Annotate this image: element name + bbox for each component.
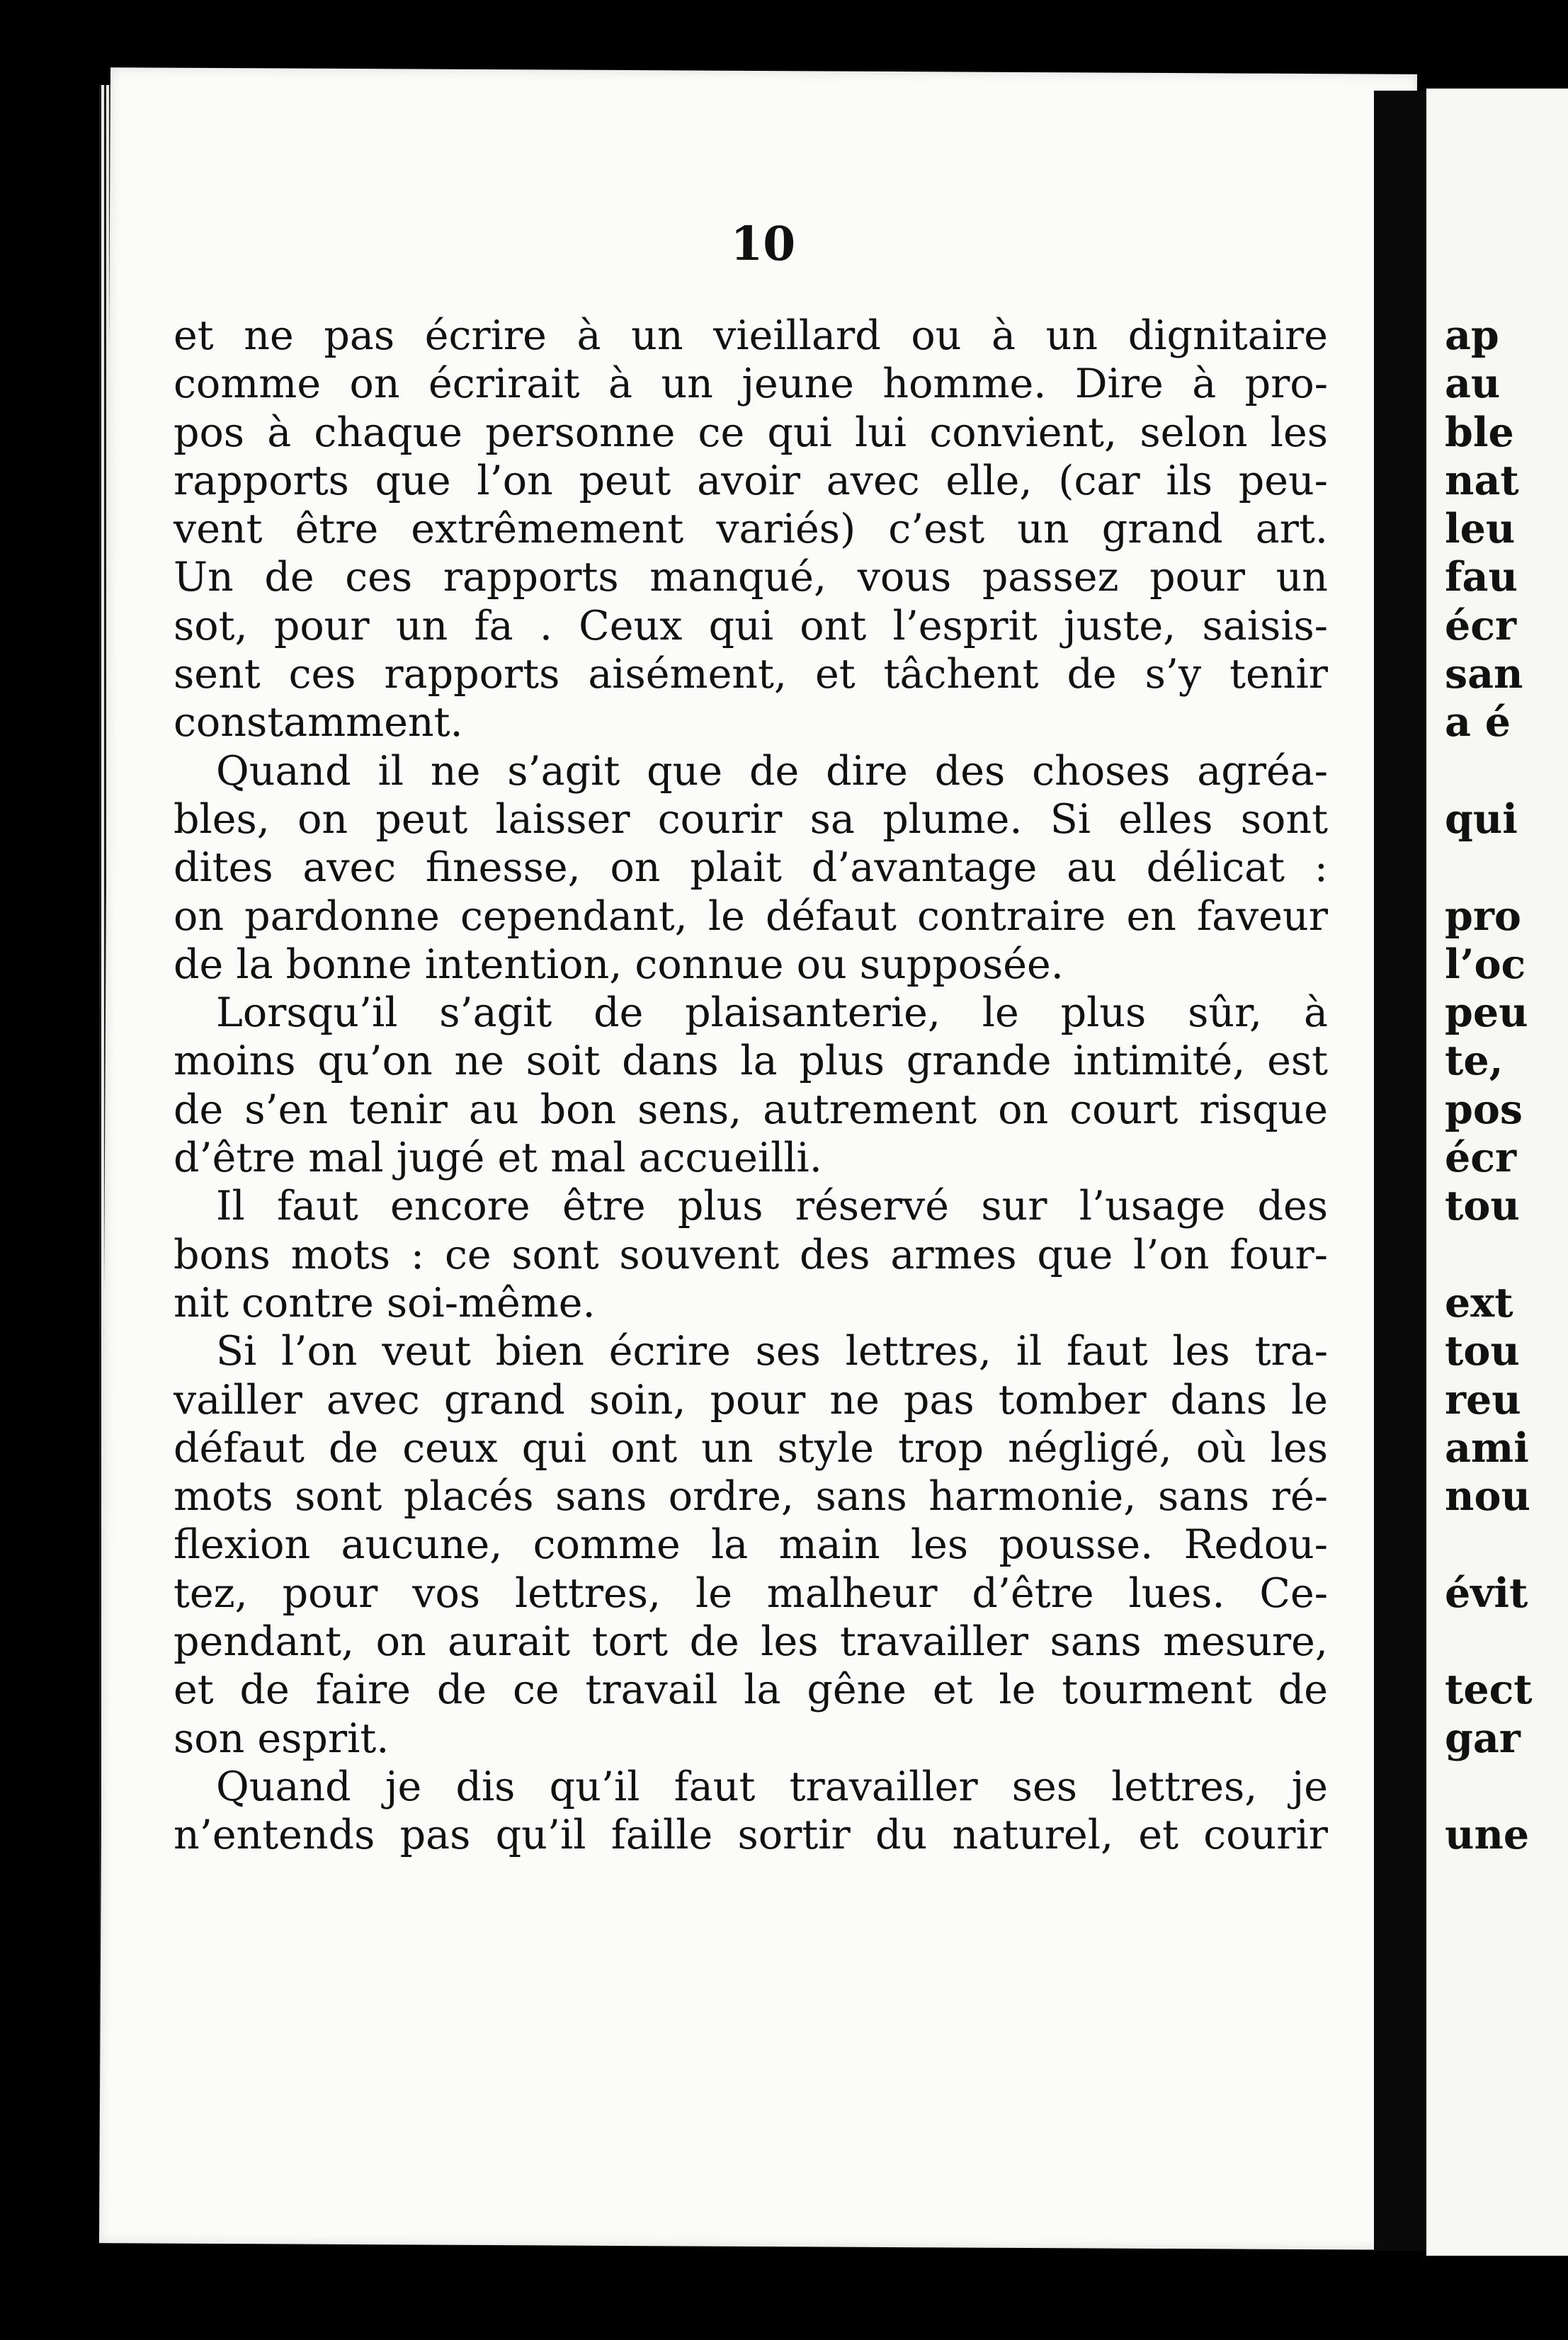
facing-text-fragment (1445, 844, 1568, 892)
facing-text-fragment: évit (1445, 1569, 1528, 1617)
facing-text-fragment (1445, 1763, 1568, 1811)
text-line: Il faut encore être plus réservé sur l’usage des (216, 1183, 1328, 1230)
text-line: nit contre soi-même. (174, 1279, 596, 1327)
text-line: vailler avec grand soin, pour ne pas tomber dans le (174, 1376, 1328, 1424)
facing-text-fragment: tect (1445, 1666, 1533, 1714)
text-line: Quand il ne s’agit que de dire des choses agréa- (216, 747, 1328, 795)
text-line: comme on écrirait à un jeune homme. Dire à pro- (174, 360, 1328, 408)
facing-text-fragment: reu (1445, 1375, 1521, 1424)
text-line: défaut de ceux qui ont un style trop négligé, où les (174, 1424, 1328, 1472)
text-line: d’être mal jugé et mal accueilli. (174, 1135, 822, 1182)
facing-text-fragment: l’oc (1445, 940, 1526, 988)
text-line: on pardonne cependant, le défaut contraire en faveur (174, 892, 1328, 940)
text-line: de la bonne intention, connue ou supposée. (174, 941, 1064, 988)
text-line: bles, on peut laisser courir sa plume. Si elles sont (174, 795, 1328, 843)
facing-text-fragment: écr (1445, 1134, 1517, 1182)
text-line: n’entends pas qu’il faille sortir du naturel, et courir (174, 1812, 1328, 1859)
text-line: sent ces rapports aisément, et tâchent de s’y tenir (174, 651, 1328, 698)
facing-text-fragment: a é (1445, 698, 1511, 746)
text-line: Lorsqu’il s’agit de plaisanterie, le plus sûr, à (216, 989, 1328, 1037)
facing-text-fragment: san (1445, 650, 1523, 698)
text-line: dites avec finesse, on plait d’avantage au délicat : (174, 844, 1328, 892)
facing-text-fragment: nou (1445, 1472, 1530, 1521)
facing-text-fragment: ami (1445, 1424, 1529, 1472)
facing-text-fragment: gar (1445, 1714, 1521, 1762)
facing-text-fragment: tou (1445, 1182, 1520, 1230)
facing-text-fragment: leu (1445, 505, 1516, 553)
text-line: et ne pas écrire à un vieillard ou à un dignitaire (174, 312, 1328, 359)
facing-text-fragment (1445, 747, 1568, 795)
facing-text-fragment: pos (1445, 1085, 1523, 1133)
facing-text-fragment: qui (1445, 795, 1518, 843)
facing-text-fragment (1445, 1618, 1568, 1666)
facing-text-fragment: tou (1445, 1327, 1520, 1375)
text-line: de s’en tenir au bon sens, autrement on court risque (174, 1086, 1328, 1133)
text-line: flexion aucune, comme la main les pousse. Redou- (174, 1521, 1328, 1569)
body-text (174, 312, 1328, 1860)
text-line: vent être extrêmement variés) c’est un grand art. (174, 506, 1328, 553)
facing-text-fragment: écr (1445, 601, 1517, 649)
text-line: son esprit. (174, 1715, 390, 1762)
book-gutter (1374, 91, 1429, 2251)
text-line: Si l’on veut bien écrire ses lettres, il faut les tra- (216, 1328, 1328, 1375)
text-line: Quand je dis qu’il faut travailler ses lettres, je (216, 1763, 1328, 1810)
facing-text-fragment: te, (1445, 1037, 1504, 1085)
text-line: constamment. (174, 699, 463, 746)
text-line: moins qu’on ne soit dans la plus grande intimité, est (174, 1038, 1328, 1085)
text-line: bons mots : ce sont souvent des armes que l’on four- (174, 1231, 1328, 1278)
facing-text-fragment: peu (1445, 989, 1528, 1037)
facing-text-fragment: nat (1445, 456, 1519, 504)
text-line: pos à chaque personne ce qui lui convient, selon les (174, 409, 1328, 456)
text-line: tez, pour vos lettres, le malheur d’être lues. Ce- (174, 1569, 1328, 1617)
facing-text-fragment (1445, 1231, 1568, 1279)
text-line: rapports que l’on peut avoir avec elle, (car ils peu- (174, 457, 1328, 504)
text-line: et de faire de ce travail la gêne et le tourment de (174, 1666, 1328, 1714)
page-number: 10 (730, 215, 796, 272)
facing-text-fragment: ext (1445, 1278, 1513, 1327)
facing-text-fragment: une (1445, 1811, 1530, 1859)
facing-text-fragment: fau (1445, 553, 1518, 601)
text-line: sot, pour un fa . Ceux qui ont l’esprit juste, saisis- (174, 602, 1328, 649)
text-line: Un de ces rapports manqué, vous passez pour un (174, 554, 1328, 601)
scan-border (0, 2256, 1568, 2340)
facing-page-text (1445, 312, 1568, 1860)
text-line: pendant, on aurait tort de les travailler sans mesure, (174, 1618, 1328, 1666)
facing-text-fragment (1445, 1521, 1568, 1569)
facing-text-fragment: ble (1445, 408, 1514, 456)
facing-text-fragment: au (1445, 360, 1501, 408)
text-line: mots sont placés sans ordre, sans harmonie, sans ré- (174, 1473, 1328, 1521)
facing-text-fragment: pro (1445, 892, 1521, 940)
facing-text-fragment: ap (1445, 312, 1499, 359)
